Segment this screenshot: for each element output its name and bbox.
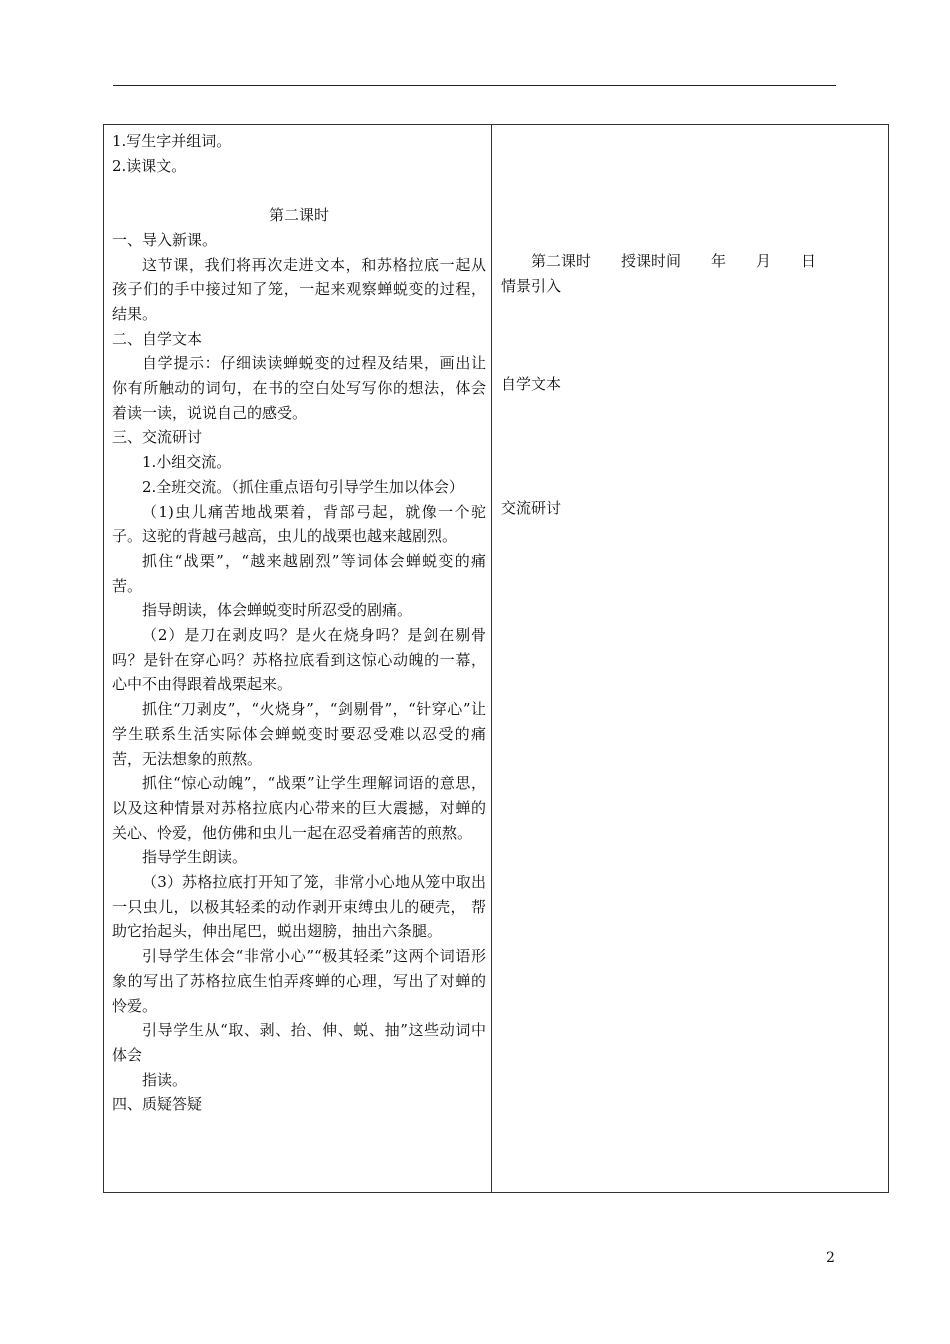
content-paragraph: （1)虫儿痛苦地战栗着，背部弓起，就像一个驼子。这驼的背越弓越高，虫儿的战栗也越来越剧烈。 xyxy=(112,502,486,546)
content-paragraph: 四、质疑答疑 xyxy=(112,1095,203,1114)
lesson-content-column xyxy=(112,129,486,1117)
blank-line xyxy=(112,178,486,203)
content-paragraph: 抓住“战栗”，“越来越剧烈”等词体会蝉蜕变的痛苦。 xyxy=(112,551,486,595)
lesson-plan-table xyxy=(103,124,889,1193)
content-paragraph: 1.写生字并组词。 xyxy=(112,132,232,150)
lesson-notes-column xyxy=(501,249,881,521)
content-paragraph: 抓住“惊心动魄”，“战栗”让学生理解词语的意思，以及这种情景对苏格拉底内心带来的巨大震撼，对蝉的关心、怜爱，他仿佛和虫儿一起在忍受着痛苦的煎熬。 xyxy=(112,774,486,842)
header-rule xyxy=(113,85,836,86)
content-paragraph: 这节课，我们将再次走进文本，和苏格拉底一起从孩子们的手中接过知了笼，一起来观察蝉蜕变的过程，结果。 xyxy=(112,255,486,323)
page-number: 2 xyxy=(826,1250,835,1266)
content-paragraph: 1.小组交流。 xyxy=(142,453,232,472)
note-intro: 情景引入 xyxy=(501,276,562,295)
content-paragraph: 一、导入新课。 xyxy=(112,230,218,249)
content-paragraph: 2.全班交流。（抓住重点语句引导学生加以体会） xyxy=(142,477,464,496)
content-paragraph: 2.读课文。 xyxy=(112,156,187,175)
content-paragraph: 抓住“刀剥皮”，“火烧身”，“剑剔骨”，“针穿心”让学生联系生活实际体会蝉蜕变时要忍受难以忍受的痛苦，无法想象的煎熬。 xyxy=(112,700,486,768)
content-paragraph: 三、交流研讨 xyxy=(112,428,203,447)
lesson-time-line: 第二课时 授课时间 年 月 日 xyxy=(531,252,817,270)
note-discussion: 交流研讨 xyxy=(501,499,562,518)
content-paragraph: 指导朗读，体会蝉蜕变时所忍受的剧痛。 xyxy=(142,601,413,620)
column-divider xyxy=(491,125,492,1192)
content-paragraph: 二、自学文本 xyxy=(112,329,203,348)
content-paragraph: （3）苏格拉底打开知了笼，非常小心地从笼中取出一只虫儿，以极其轻柔的动作剥开束缚虫儿的硬壳， 帮助它抬起头，伸出尾巴，蜕出翅膀，抽出六条腿。 xyxy=(112,873,486,941)
content-paragraph: 引导学生体会“非常小心”“极其轻柔”这两个词语形象的写出了苏格拉底生怕弄疼蝉的心理，写出了对蝉的怜爱。 xyxy=(112,947,486,1015)
content-paragraph: 自学提示：仔细读读蝉蜕变的过程及结果，画出让你有所触动的词句，在书的空白处写写你的想法，体会着读一读，说说自己的感受。 xyxy=(112,354,486,422)
content-paragraph: 指读。 xyxy=(142,1070,188,1089)
content-paragraph: 引导学生从“取、剥、抬、伸、蜕、抽”这些动词中体会 xyxy=(112,1021,486,1064)
content-paragraph: （2）是刀在剥皮吗？是火在烧身吗？是剑在剔骨吗？是针在穿心吗？苏格拉底看到这惊心动魄的一幕，心中不由得跟着战栗起来。 xyxy=(112,626,486,694)
content-paragraph: 指导学生朗读。 xyxy=(142,848,248,867)
note-self-study: 自学文本 xyxy=(501,375,562,394)
content-paragraph: 第二课时 xyxy=(268,206,329,225)
